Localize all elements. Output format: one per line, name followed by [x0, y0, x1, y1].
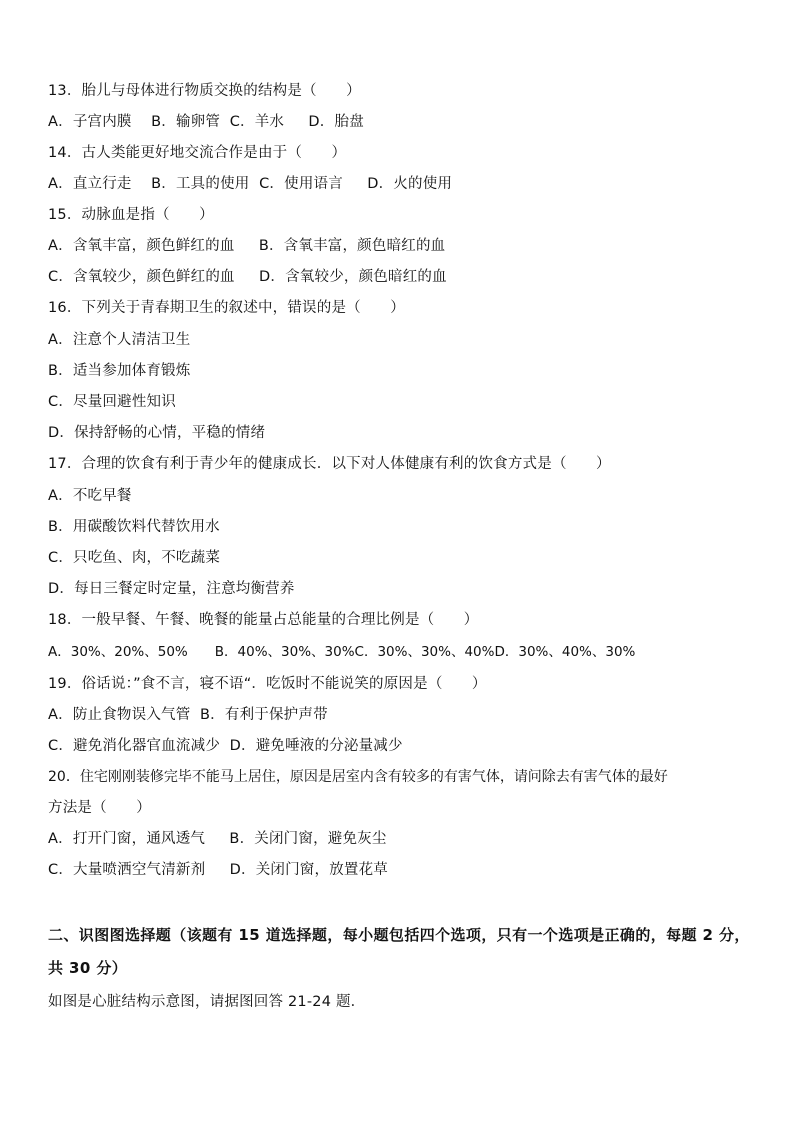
- question-20-options-row-1: A．打开门窗，通风透气 B．关闭门窗，避免灰尘: [48, 831, 387, 847]
- question-16-option-d: D．保持舒畅的心情，平稳的情绪: [48, 425, 266, 441]
- question-17-option-c: C．只吃鱼、肉，不吃蔬菜: [48, 550, 221, 566]
- question-16-option-b: B．适当参加体育锻炼: [48, 363, 191, 379]
- question-20-options-row-2: C．大量喷洒空气清新剂 D．关闭门窗，放置花草: [48, 862, 389, 878]
- section-2-heading: 二、识图图选择题（该题有 15 道选择题，每小题包括四个选项，只有一个选项是正确的，每题 2 分，共 30 分）: [48, 926, 750, 977]
- question-18-options: A．30%、20%、50% B．40%、30%、30%C．30%、30%、40%D．30%、40%、30%: [48, 644, 636, 660]
- question-16-option-c: C．尽量回避性知识: [48, 394, 176, 410]
- question-15-options-row-2: C．含氧较少，颜色鲜红的血 D．含氧较少，颜色暗红的血: [48, 269, 447, 285]
- question-17-option-d: D．每日三餐定时定量，注意均衡营养: [48, 581, 295, 597]
- question-17-option-a: A．不吃早餐: [48, 488, 132, 504]
- question-20-stem-line-1: 20．住宅刚刚装修完毕不能马上居住，原因是居室内含有较多的有害气体，请问除去有害气体的最好: [48, 769, 668, 785]
- question-13-options: A．子宫内膜 B．输卵管 C．羊水 D．胎盘: [48, 114, 364, 130]
- question-19-options-row-1: A．防止食物误入气管 B．有利于保护声带: [48, 707, 328, 723]
- question-16-stem: 16．下列关于青春期卫生的叙述中，错误的是（ ）: [48, 300, 405, 316]
- question-17-option-b: B．用碳酸饮料代替饮用水: [48, 519, 220, 535]
- question-19-stem: 19．俗话说：”食不言，寝不语“．吃饭时不能说笑的原因是（ ）: [48, 676, 487, 692]
- question-20-stem-line-2: 方法是（ ）: [48, 800, 151, 816]
- question-14-stem: 14．古人类能更好地交流合作是由于（ ）: [48, 145, 347, 161]
- question-13-stem: 13．胎儿与母体进行物质交换的结构是（ ）: [48, 83, 361, 99]
- question-14-options: A．直立行走 B．工具的使用 C．使用语言 D．火的使用: [48, 176, 453, 192]
- question-16-option-a: A．注意个人清洁卫生: [48, 332, 191, 348]
- question-15-stem: 15．动脉血是指（ ）: [48, 207, 214, 223]
- section-2-intro: 如图是心脏结构示意图，请据图回答 21-24 题．: [48, 994, 366, 1010]
- question-15-options-row-1: A．含氧丰富，颜色鲜红的血 B．含氧丰富，颜色暗红的血: [48, 238, 446, 254]
- question-17-stem: 17．合理的饮食有利于青少年的健康成长．以下对人体健康有利的饮食方式是（ ）: [48, 456, 611, 472]
- question-18-stem: 18．一般早餐、午餐、晚餐的能量占总能量的合理比例是（ ）: [48, 612, 479, 628]
- question-19-options-row-2: C．避免消化器官血流减少 D．避免唾液的分泌量减少: [48, 738, 403, 754]
